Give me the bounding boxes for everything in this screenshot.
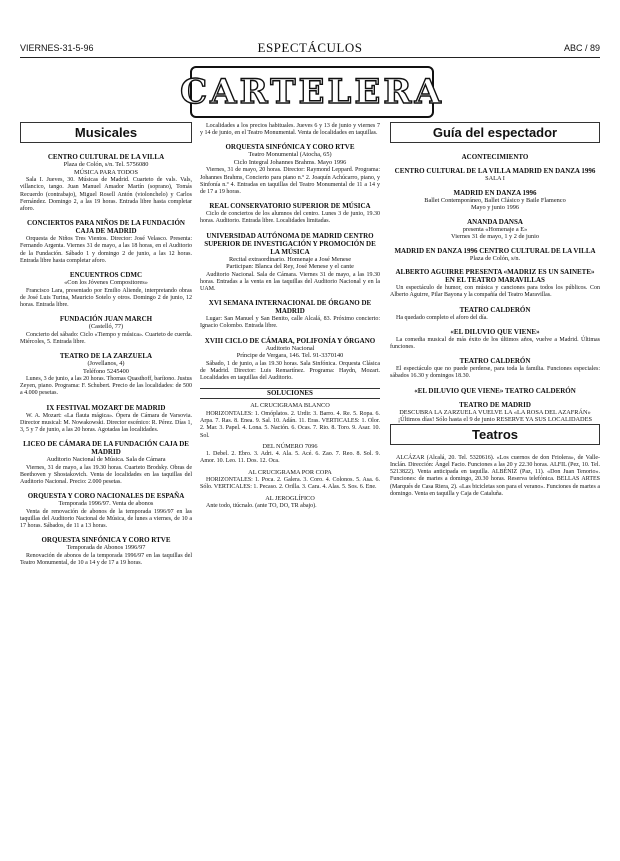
listing-text: Lugar: San Manuel y San Benito, calle Alcalá, 83. Próximo concierto: Ignacio Colombo. Entrada libre. <box>200 316 380 330</box>
listing-text: Lunes, 3 de junio, a las 20 horas. Thomas Quasthoff, barítono. Justus Zeyen, piano. Programa: F. Schubert. Precio de las localidades: de 500 a 4.000 pesetas. <box>20 376 192 397</box>
listing-subtitle: «Con los Jóvenes Compositores» <box>64 279 148 287</box>
listing-text: El espectáculo que no puede perderse, para toda la familia. Funciones especiales: sábados 16.30 y domingos 18.30. <box>390 366 600 380</box>
listing-title: XVI SEMANA INTERNACIONAL DE ÓRGANO DE MADRID <box>208 299 372 316</box>
listing-title: ALBERTO AGUIRRE PRESENTA «MADRIZ ES UN SAINETE» EN EL TEATRO MARAVILLAS <box>395 268 595 285</box>
listing-title: ENCUENTROS CDMC <box>69 271 143 280</box>
listing-title: TEATRO CALDERÓN <box>459 305 531 314</box>
listing-title: ORQUESTA SINFÓNICA Y CORO RTVE <box>41 536 171 545</box>
listing-subtitle-2: Teléfono 5245400 <box>83 367 129 375</box>
listing-subtitle: Plaza de Colón, s/n. Tel. 5756080 <box>63 161 149 169</box>
column-center <box>200 122 380 513</box>
listing-text: Renovación de abonos de la temporada 1996/97 en las taquillas del Teatro Monumental, de 10 a 14 y de 17 a 19 horas. <box>20 552 192 567</box>
header-rule <box>20 57 600 58</box>
solution-text: 1. Debel. 2. Ebro. 3. Adri. 4. Ala. 5. Acé. 6. Zao. 7. Reo. 8. Sol. 9. Amor. 10. Leo. 11. Dos. 12. Oca. <box>200 451 380 465</box>
page-header <box>20 41 600 56</box>
solution-heading: AL CRUCIGRAMA POR COPA <box>248 468 332 476</box>
solution-heading: DEL NÚMERO 7096 <box>262 442 318 450</box>
listing-title: TEATRO DE LA ZARZUELA <box>59 352 153 361</box>
listing-subtitle-2: Ciclo Integral Johannes Brahms. Mayo 1996 <box>233 158 347 166</box>
listing-subtitle: (Castelló, 77) <box>88 323 124 331</box>
listing-title: TEATRO CALDERÓN <box>459 357 531 366</box>
listing-title: UNIVERSIDAD AUTÓNOMA DE MADRID CENTRO SUPERIOR DE INVESTIGACIÓN Y PROMOCIÓN DE LA MÚSICA <box>204 231 376 256</box>
listing-title: MADRID EN DANZA 1996 CENTRO CULTURAL DE LA VILLA <box>394 246 596 255</box>
listing-title: TEATRO DE MADRID <box>459 400 531 409</box>
listing-text: W. A. Mozart: «La flauta mágica». Ópera de Cámara de Varsovia. Director musical: M. Nowakowski. Director escénico: R. Pérez. Días 1, 3, 5 y 7 de junio, a las 20 horas. Agotadas las localidades. <box>20 412 192 434</box>
listing-title: IX FESTIVAL MOZART DE MADRID <box>46 403 166 412</box>
listing-title: «EL DILUVIO QUE VIENE» <box>450 327 540 336</box>
intro-text: Localidades a los precios habituales. Jueves 6 y 13 de junio y viernes 7 y 14 de junio, en el Teatro Monumental. Venta de localidades en taquillas. <box>200 123 380 137</box>
page-number: ABC / 89 <box>563 43 600 53</box>
listing-subtitle: Auditorio Nacional <box>265 344 315 352</box>
listing-title: FUNDACIÓN JUAN MARCH <box>59 315 153 324</box>
solutions-title: SOLUCIONES <box>200 388 380 399</box>
listing-subtitle-2: Príncipe de Vergara, 146. Tel. 91-3370140 <box>236 352 344 360</box>
listing-text: Concierto del sábado: Ciclo «Tiempo y música». Cuarteto de cuerda. Miércoles, 5. Entrada libre. <box>20 331 192 345</box>
listing-subtitle: presenta «Homenaje a E» <box>462 225 528 233</box>
listing-title: MADRID EN DANZA 1996 <box>453 188 537 197</box>
listing-subtitle-2: MÚSICA PARA TODOS <box>74 168 138 176</box>
listing-title: ORQUESTA Y CORO NACIONALES DE ESPAÑA <box>27 492 185 501</box>
listing-subtitle: SALA I <box>485 175 505 183</box>
listing-text: Sábado, 1 de junio, a las 19.30 horas. Sala Sinfónica. Orquesta Clásica de Madrid. Director: Luis Remartínez. Programa: Haydn, Mozart. Localidades en taquillas del Auditorio. <box>200 360 380 382</box>
listing-subtitle-2: Viernes 31 de mayo, 1 y 2 de junio <box>451 233 539 241</box>
section-title-guia: Guía del espectador <box>390 122 600 143</box>
listing-subtitle: DESCUBRA LA ZARZUELA VUELVE LA «LA ROSA DEL AZAFRÁN» <box>399 408 591 416</box>
listing-title: CENTRO CULTURAL DE LA VILLA MADRID EN DANZA 1996 <box>394 167 596 176</box>
section-title-musicales: Musicales <box>20 122 192 143</box>
solution-text: HORIZONTALES: 1. Omóplatos. 2. Urdir. 3. Barro. 4. Re. 5. Ropa. 6. Arpa. 7. Ras. 8. Enea. 9. Sal. 10. Adán. 11. Eras. VERTICALES: 1. Olor. 2. Mar. 3. Papel. 4. Lona. 5. Nación. 6. Ocas. 7. Rio. 8. Toro. 9. Asar. 10. Sol. <box>200 410 380 439</box>
listing-title: CENTRO CULTURAL DE LA VILLA <box>47 153 165 162</box>
solution-heading: AL JEROGLÍFICO <box>265 494 315 502</box>
listing-subtitle: Temporada de Abonos 1996/97 <box>66 544 146 552</box>
listing-subtitle-2: Participan: Blanca del Rey, José Menese y el cante <box>226 263 354 271</box>
listing-text: La comedia musical de más éxito de los últimos años, vuelve a Madrid. Últimas funciones. <box>390 336 600 351</box>
column-guia <box>390 122 600 501</box>
listing-subtitle-2: Mayo y junio 1996 <box>470 204 520 212</box>
solution-text: HORIZONTALES: 1. Poca. 2. Galera. 3. Coro. 4. Colonos. 5. Asa. 6. Sólo. VERTICALES: 1. Pecaso. 2. Orilla. 3. Cara. 4. Alas. 5. Sos. 6. Ene. <box>200 477 380 491</box>
listing-title: XVIII CICLO DE CÁMARA, POLIFONÍA Y ÓRGANO <box>204 336 376 345</box>
listing-subtitle: Temporada 1996/97. Venta de abonos <box>58 500 154 508</box>
column-musicales <box>20 122 192 570</box>
solution-heading: AL CRUCIGRAMA BLANCO <box>250 402 330 410</box>
listing-subtitle: Recital extraordinario. Homenaje a José Menese <box>228 255 352 263</box>
listing-text: Orquesta de Niños Tres Vientos. Director: José Velasco. Presenta: Fernando Argenta. Viernes 31 de mayo, a las 18 horas, en el Auditorio de la Fundación. Sábado 1 y domingo 2 de junio, a las 12 horas. Entrada libre hasta completar aforo. <box>20 236 192 264</box>
listing-subtitle-2: ¡Últimos días! Sólo hasta el 9 de junio RESERVE YA SUS LOCALIDADES <box>398 416 592 424</box>
page-date: VIERNES-31-5-96 <box>20 43 94 53</box>
guia-subtitle: ACONTECIMIENTO <box>461 153 529 162</box>
listing-title: LICEO DE CÁMARA DE LA FUNDACIÓN CAJA DE MADRID <box>23 440 189 457</box>
masthead-title: CARTELERA <box>180 72 444 112</box>
listing-text: Viernes, 31 de mayo, 20 horas. Director: Raymond Leppard. Programa: Johannes Brahms, Concierto para piano n.º 2. Joaquín Achúcarro, piano, y Sinfonía n.º 4. Entradas en taquillas del Teatro Monumental de 11 a 14 y de 17 a 19 horas. <box>200 167 380 196</box>
listing-title: «EL DILUVIO QUE VIENE» TEATRO CALDERÓN <box>414 386 576 395</box>
listing-text: Viernes, 31 de mayo, a las 19.30 horas. Cuarteto Brodsky. Obras de Beethoven y Shostakovich. Venta de localidades en las taquillas del Auditorio Nacional. Precio: 2.000 pesetas. <box>20 464 192 486</box>
listing-text: Auditorio Nacional. Sala de Cámara. Viernes 31 de mayo, a las 19.30 horas. Entradas a la venta en las taquillas del Auditorio Nacional y en la UAM. <box>200 271 380 293</box>
listing-subtitle: Plaza de Colón, s/n. <box>469 254 521 262</box>
listing-title: ANANDA DANSA <box>467 217 523 226</box>
listing-subtitle: (Jovellanos, 4) <box>87 360 125 368</box>
masthead <box>180 66 444 118</box>
theaters-text: ALCÁZAR (Alcalá, 20. Tel. 5320616). «Los cuernos de don Friolera», de Valle-Inclán. Dirección: Ángel Facio. Funciones a las 20 y 22.30 horas. ALFIL (Pez, 10. Tel. 5213822). Venta anticipada en taquilla. ALBÉNIZ (Paz, 11). «Don Juan Tenorio». Funciones: de martes a domingo, 20.30 horas. Reserva telefónica. BELLAS ARTES (Marqués de Casa Riera, 2). «Las bicicletas son para el verano». Funciones de martes a domingo. Venta en taquilla y Caja de Cataluña. <box>390 454 600 497</box>
listing-title: ORQUESTA SINFÓNICA Y CORO RTVE <box>225 143 355 152</box>
listing-text: Un espectáculo de humor, con música y canciones para todos los públicos. Con Alberto Aguirre, Pilar Bayona y la compañía del Teatro Maravillas. <box>390 285 600 299</box>
section-name: ESPECTÁCULOS <box>257 40 363 55</box>
section-title-teatros: Teatros <box>390 424 600 445</box>
listing-title: REAL CONSERVATORIO SUPERIOR DE MÚSICA <box>209 202 371 211</box>
solution-text: Ante todo, tiúcnalo. (ante TO, DO, TR abajo). <box>206 503 317 510</box>
listing-text: Ha quedado completo el aforo del día. <box>396 314 488 321</box>
listing-text: Venta de renovación de abonos de la temporada 1996/97 en las taquillas del Auditorio Nacional de Música, de lunes a viernes, de 10 a 17 horas. Sábados, de 11 a 13 horas. <box>20 508 192 530</box>
listing-subtitle: Teatro Monumental (Atocha, 65) <box>248 151 332 159</box>
listing-subtitle: Ballet Contemporáneo, Ballet Clásico y Baile Flamenco <box>424 196 566 204</box>
listing-subtitle: Auditorio Nacional de Música. Sala de Cámara <box>46 456 166 464</box>
listing-text: Francisco Lara, presentado por Emilio Aliende, interpretando obras de José Luis Turina, Mauricio Sotelo y otros. Domingo 2 de junio, 12 horas. Entrada libre. <box>20 287 192 308</box>
listing-text: Sala I. Jueves, 30. Músicas de Madrid. Cuarteto de vals. Vals, villancico, tango. Juan Manuel Amador Martín (soprano), Tomás Recuerdo (contrabajo), Miguel Rosell Antón (violonchelo) y Carlos Fernández. Domingo 2, a las 19 horas. Entrada libre hasta completar aforo. <box>20 177 192 213</box>
listing-title: CONCIERTOS PARA NIÑOS DE LA FUNDACIÓN CAJA DE MADRID <box>27 219 185 236</box>
listing-text: Ciclo de conciertos de los alumnos del centro. Lunes 3 de junio, 19.30 horas. Auditorio. Entrada libre. Localidades limitadas. <box>200 211 380 225</box>
